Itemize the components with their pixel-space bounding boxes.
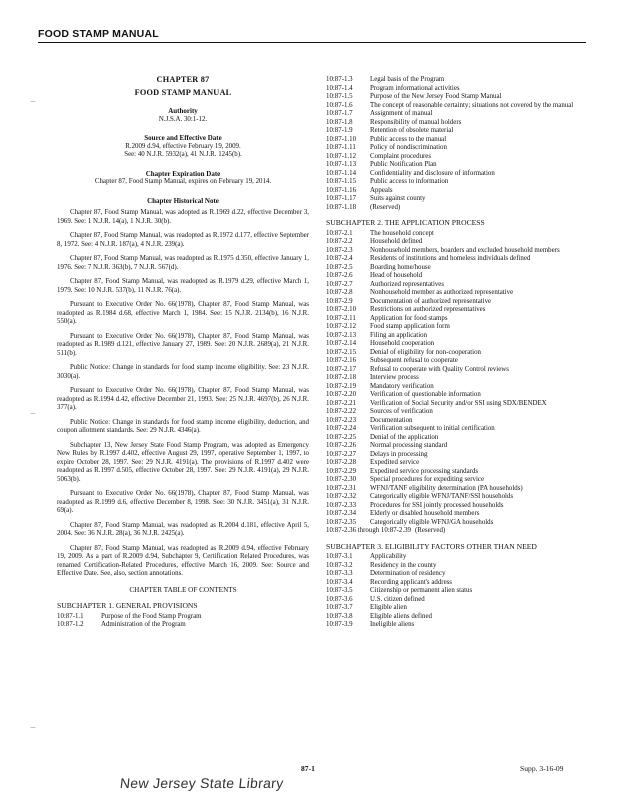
history-heading: Chapter Historical Note	[147, 196, 219, 205]
historical-note: Chapter 87, Food Stamp Manual, was readopted as R.2004 d.181, effective April 5, 2004. See: 36 N.J.R. 28(a), 36 N.J.R. 2425(a).	[57, 521, 309, 537]
toc-entry	[326, 195, 588, 204]
section-title: Eligible alien	[370, 604, 407, 611]
section-number: 10:87-3.4	[326, 578, 353, 586]
section-number: 10:87-1.7	[326, 110, 353, 117]
section-title: Verification of Social Security and/or SSI using SDX/BENDEX	[370, 399, 547, 407]
historical-note: Chapter 87, Food Stamp Manual, was readopted as R.2009 d.94, effective February 19, 2009. As a part of R.2009 d.94, Subchapter 9, Certification Related Procedures, was renamed Certification-Related Procedures, effective March 16, 2009. See: Source and Effective Date. See, also, section annotations.	[57, 544, 309, 577]
right-column	[326, 76, 588, 630]
toc-list	[57, 613, 309, 630]
subchapter-heading: SUBCHAPTER 2. THE APPLICATION PROCESS	[326, 218, 485, 227]
section-number: 10:87-3.1	[326, 553, 353, 560]
section-number: 10:87-1.5	[326, 93, 353, 100]
section-number: 10:87-2.6	[326, 272, 353, 279]
section-number: 10:87-1.16	[326, 186, 357, 194]
section-title: Residency in the county	[370, 561, 437, 569]
section-title: Policy of nondiscrimination	[370, 144, 447, 151]
section-title: Residents of institutions and homeless individuals defined	[370, 255, 531, 262]
toc-entry	[326, 459, 588, 468]
toc-entry	[326, 119, 588, 128]
toc-entry	[326, 562, 588, 571]
section-number: 10:87-2.19	[326, 382, 357, 390]
section-title: The household concept	[370, 229, 434, 237]
section-title: The concept of reasonable certainty; situations not covered by the manual	[370, 101, 574, 109]
section-number: 10:87-2.27	[326, 450, 357, 458]
historical-note: Pursuant to Executive Order No. 66(1978), Chapter 87, Food Stamp Manual, was readopted as R.1989 d.121, effective January 27, 1989. See: 20 N.J.R. 2689(a), 21 N.J.R. 511(b).	[57, 332, 309, 357]
section-title: Household cooperation	[370, 340, 435, 347]
section-number: 10:87-1.8	[326, 118, 353, 126]
section-title: Categorically eligible WFNJ/TANF/SSI households	[370, 493, 514, 500]
toc-entry	[326, 604, 588, 613]
section-title: Public access to the manual	[370, 135, 447, 143]
section-title: Documentation of authorized representative	[370, 297, 492, 305]
section-number: 10:87-3.5	[326, 587, 353, 594]
historical-note: Chapter 87, Food Stamp Manual, was readopted as R.1972 d.177, effective September 8, 1972. See: 4 N.J.R. 187(a), 4 N.J.R. 239(a).	[57, 232, 309, 248]
header-rule	[38, 42, 586, 43]
toc-entry	[326, 366, 588, 375]
section-number: 10:87-1.12	[326, 152, 357, 160]
section-number: 10:87-2.31	[326, 484, 357, 492]
toc-entry	[326, 442, 588, 451]
toc-entry	[326, 579, 588, 588]
section-number: 10:87-2.3	[326, 246, 353, 254]
toc-entry	[326, 332, 588, 341]
toc-entry	[326, 102, 588, 111]
historical-note: Chapter 87, Food Stamp Manual, was readopted as R.1975 d.350, effective January 1, 1976. See: 7 N.J.R. 363(b), 7 N.J.R. 567(d).	[57, 255, 309, 271]
authority-text: N.J.S.A. 30:1-12.	[158, 115, 208, 123]
section-number: 10:87-1.15	[326, 178, 357, 185]
section-number: 10:87-2.23	[326, 416, 357, 424]
section-title: Refusal to cooperate with Quality Control reviews	[370, 365, 509, 373]
supplement-date: Supp. 3-16-09	[520, 764, 564, 773]
section-title: Nonhousehold members, boarders and excluded household members	[370, 246, 560, 254]
toc-entry	[326, 485, 588, 494]
section-number: 10:87-2.34	[326, 510, 357, 517]
section-title: Expedited service processing standards	[370, 467, 479, 475]
section-number: 10:87-1.3	[326, 76, 353, 83]
section-title: Complaint procedures	[370, 152, 432, 160]
toc-entry	[326, 408, 588, 417]
margin-mark: ⌣	[30, 96, 36, 106]
source-line: See: 40 N.J.R. 5932(a), 41 N.J.R. 1245(b).	[124, 151, 242, 158]
section-title: Subsequent refusal to cooperate	[370, 357, 458, 364]
toc-entry	[326, 502, 588, 511]
toc-entry	[326, 238, 588, 247]
section-title: Expedited service	[370, 459, 420, 466]
section-number: 10:87-2.14	[326, 340, 357, 347]
margin-mark: ⌣	[30, 408, 36, 418]
toc-entry	[326, 596, 588, 605]
toc-entry	[326, 315, 588, 324]
toc-entry	[326, 144, 588, 153]
section-title: Suits against county	[370, 195, 426, 202]
section-number: 10:87-2.30	[326, 476, 357, 483]
toc-entry	[326, 493, 588, 502]
historical-note: Pursuant to Executive Order No. 66(1978), Chapter 87, Food Stamp Manual, was readopted as R.1999 d.6, effective December 8, 1998. See: 30 N.J.R. 3451(a), 31 N.J.R. 69(a).	[57, 490, 309, 514]
toc-entry	[326, 93, 588, 102]
section-title: Procedures for SSI jointly processed households	[370, 501, 504, 509]
section-number: 10:87-1.11	[326, 144, 356, 151]
source-heading: Source and Effective Date	[144, 134, 222, 142]
section-title: Applicability	[370, 553, 407, 560]
toc-entry	[326, 425, 588, 434]
toc-entry	[326, 247, 588, 256]
toc-entry	[326, 587, 588, 596]
section-number: 10:87-2.7	[326, 280, 353, 288]
section-number: 10:87-1.1	[57, 612, 84, 620]
toc-list	[326, 553, 588, 630]
running-header: FOOD STAMP MANUAL	[38, 28, 159, 40]
section-number: 10:87-2.9	[326, 297, 353, 305]
section-number: 10:87-2.20	[326, 391, 357, 398]
historical-note: Public Notice: Change in standards for food stamp income eligibility, deduction, and coupon allotment standards. See: 29 N.J.R. 4346(a).	[57, 418, 309, 434]
toc-entry	[326, 621, 588, 630]
expiration-heading: Chapter Expiration Date	[145, 169, 221, 178]
toc-entry	[326, 323, 588, 332]
authority-heading: Authority	[168, 107, 198, 115]
chapter-title: FOOD STAMP MANUAL	[134, 87, 232, 97]
toc-entry	[326, 178, 588, 187]
toc-entry	[326, 357, 588, 366]
toc-entry	[326, 527, 588, 536]
section-number: 10:87-2.36 through 10:87-2.39	[326, 527, 411, 534]
section-number: 10:87-3.7	[326, 604, 353, 611]
section-number: 10:87-3.9	[326, 621, 353, 628]
section-title: Determination of residency	[370, 570, 446, 577]
section-title: Program informational activities	[370, 84, 460, 92]
section-number: 10:87-2.11	[326, 314, 356, 322]
section-title: Verification of questionable information	[370, 391, 481, 398]
section-title: Legal basis of the Program	[370, 76, 445, 83]
section-title: Head of household	[370, 272, 423, 279]
toc-entry	[326, 281, 588, 290]
section-title: Confidentiality and disclosure of information	[370, 169, 495, 177]
section-number: 10:87-1.10	[326, 135, 357, 143]
section-title: Public access to information	[370, 178, 449, 185]
section-number: 10:87-2.4	[326, 255, 353, 262]
section-title: Interview process	[370, 374, 419, 381]
section-title: Purpose of the Food Stamp Program	[101, 612, 202, 620]
section-title: Mandatory verification	[370, 382, 434, 390]
section-number: 10:87-2.21	[326, 399, 357, 407]
section-title: Assignment of manual	[370, 110, 433, 117]
section-number: 10:87-2.12	[326, 323, 357, 330]
section-title: Public Notification Plan	[370, 161, 437, 168]
toc-entry	[326, 340, 588, 349]
toc-entry	[326, 349, 588, 358]
section-title: Nonhousehold member as authorized representative	[370, 289, 514, 296]
toc-entry	[326, 187, 588, 196]
section-title: Documentation	[370, 416, 413, 424]
section-number: 10:87-2.5	[326, 263, 353, 271]
toc-list	[326, 230, 588, 536]
toc-entry	[326, 85, 588, 94]
section-number: 10:87-2.33	[326, 501, 357, 509]
historical-note: Pursuant to Executive Order No. 66(1978), Chapter 87, Food Stamp Manual, was readopted as R.1994 d.42, effective December 21, 1993. See: 25 N.J.R. 4697(b), 26 N.J.R. 377(a).	[57, 387, 309, 411]
historical-note: Public Notice: Change in standards for food stamp income eligibility. See: 23 N.J.R. 3030(a).	[57, 364, 309, 380]
section-title: Application for food stamps	[370, 314, 448, 322]
margin-mark: ⌣	[30, 722, 36, 732]
section-number: 10:87-1.17	[326, 195, 357, 202]
section-title: WFNJ/TANF eligibility determination (PA households)	[370, 484, 523, 492]
section-number: 10:87-1.14	[326, 169, 357, 177]
source-line: R.2009 d.94, effective February 19, 2009.	[125, 142, 241, 150]
section-number: 10:87-2.15	[326, 348, 357, 356]
toc-entry	[326, 127, 588, 136]
section-number: 10:87-2.18	[326, 374, 357, 381]
section-title: Sources of verification	[370, 408, 433, 415]
toc-entry	[326, 417, 588, 426]
section-number: 10:87-3.8	[326, 612, 353, 620]
section-title: Administration of the Program	[101, 621, 186, 628]
toc-entry	[326, 264, 588, 273]
section-number: 10:87-2.1	[326, 229, 353, 237]
toc-entry	[326, 272, 588, 281]
section-title: Ineligible aliens	[370, 621, 415, 628]
section-number: 10:87-1.18	[326, 203, 357, 211]
section-title: Purpose of the New Jersey Food Stamp Manual	[370, 93, 502, 100]
section-number: 10:87-3.6	[326, 595, 353, 603]
section-number: 10:87-2.32	[326, 493, 357, 500]
historical-note: Chapter 87, Food Stamp Manual, was readopted as R.1979 d.29, effective March 1, 1979. See: 10 N.J.R. 537(b), 11 N.J.R. 76(a).	[57, 278, 309, 294]
toc-entry	[326, 400, 588, 409]
expiration-text: Chapter 87, Food Stamp Manual, expires on February 19, 2014.	[94, 178, 272, 185]
section-title: (Reserved)	[370, 203, 401, 211]
left-column	[57, 76, 309, 630]
section-title: Authorized representatives	[370, 280, 445, 288]
section-title: Appeals	[370, 186, 393, 194]
section-number: 10:87-2.25	[326, 433, 357, 441]
toc-entry	[326, 136, 588, 145]
toc-entry	[326, 383, 588, 392]
toc-entry	[326, 289, 588, 298]
toc-entry	[326, 76, 588, 85]
section-title: Delays in processing	[370, 450, 428, 458]
section-title: Normal processing standard	[370, 442, 448, 449]
toc-entry	[326, 476, 588, 485]
toc-entry	[326, 510, 588, 519]
section-title: Categorically eligible WFNJ/GA households	[370, 518, 494, 526]
section-number: 10:87-2.17	[326, 365, 357, 373]
toc-entry	[326, 255, 588, 264]
section-number: 10:87-1.9	[326, 127, 353, 134]
toc-entry	[326, 468, 588, 477]
section-number: 10:87-3.3	[326, 570, 353, 577]
section-number: 10:87-2.28	[326, 459, 357, 466]
toc-entry	[326, 451, 588, 460]
toc-entry	[326, 161, 588, 170]
section-title: Special procedures for expediting service	[370, 476, 485, 483]
section-title: Denial of eligibility for non-cooperation	[370, 348, 481, 356]
section-number: 10:87-2.10	[326, 306, 357, 313]
section-title: Citizenship or permanent alien status	[370, 587, 473, 594]
toc-entry	[57, 621, 309, 630]
subchapter-heading: SUBCHAPTER 1. GENERAL PROVISIONS	[57, 601, 198, 610]
toc-list	[326, 76, 588, 212]
section-number: 10:87-3.2	[326, 561, 353, 569]
section-number: 10:87-2.22	[326, 408, 357, 415]
toc-heading: CHAPTER TABLE OF CONTENTS	[129, 585, 237, 594]
toc-entry	[326, 306, 588, 315]
section-number: 10:87-2.35	[326, 518, 357, 526]
section-title: Recording applicant's address	[370, 578, 452, 586]
section-title: Household defined	[370, 238, 423, 245]
section-number: 10:87-1.13	[326, 161, 357, 168]
toc-entry	[326, 110, 588, 119]
section-title: (Reserved)	[414, 527, 446, 534]
toc-entry	[326, 391, 588, 400]
toc-entry	[326, 230, 588, 239]
section-number: 10:87-2.2	[326, 238, 353, 245]
historical-note: Subchapter 13, New Jersey State Food Stamp Program, was adopted as Emergency New Rules by R.1997 d.402, effective August 29, 1997, operative September 1, 1997, to expire October 28, 1997. See: 29 N.J.R. 4191(a). The provisions of R.1997 d.402 were readopted as R.1997 d.505, effective October 28, 1997. See: 29 N.J.R. 4191(a), 29 N.J.R. 5063(b).	[57, 441, 309, 483]
toc-entry	[57, 613, 309, 622]
library-stamp: New Jersey State Library	[119, 775, 285, 791]
section-number: 10:87-2.26	[326, 442, 357, 449]
section-number: 10:87-2.16	[326, 357, 357, 364]
subchapter-heading: SUBCHAPTER 3. ELIGIBILITY FACTORS OTHER THAN NEED	[326, 541, 537, 551]
toc-entry	[326, 553, 588, 562]
section-number: 10:87-2.29	[326, 467, 357, 475]
section-title: Eligible aliens defined	[370, 612, 432, 620]
chapter-number: CHAPTER 87	[156, 75, 210, 84]
section-number: 10:87-2.13	[326, 331, 357, 339]
toc-entry	[326, 204, 588, 213]
section-title: U.S. citizen defined	[370, 595, 425, 603]
section-title: Restrictions on authorized representatives	[370, 306, 486, 313]
toc-entry	[326, 153, 588, 162]
section-number: 10:87-2.8	[326, 289, 353, 296]
section-number: 10:87-1.2	[57, 621, 84, 628]
toc-entry	[326, 170, 588, 179]
section-number: 10:87-1.4	[326, 84, 353, 92]
section-title: Filing an application	[370, 331, 428, 339]
section-title: Denial of the application	[370, 433, 439, 441]
section-number: 10:87-2.24	[326, 425, 357, 432]
section-title: Retention of obsolete material	[370, 127, 454, 134]
section-number: 10:87-1.6	[326, 101, 353, 109]
historical-note: Chapter 87, Food Stamp Manual, was adopted as R.1969 d.22, effective December 3, 1969. See: 1 N.J.R. 14(a), 1 N.J.R. 30(b).	[57, 209, 309, 225]
section-title: Verification subsequent to initial certification	[370, 425, 495, 432]
section-title: Elderly or disabled household members	[370, 510, 480, 517]
toc-entry	[326, 613, 588, 622]
toc-entry	[326, 519, 588, 528]
toc-entry	[326, 374, 588, 383]
toc-entry	[326, 570, 588, 579]
section-title: Food stamp application form	[370, 323, 450, 330]
section-title: Responsibility of manual holders	[370, 118, 462, 126]
page-number: 87-1	[301, 764, 315, 773]
section-title: Boarding home/house	[370, 263, 431, 271]
historical-note: Pursuant to Executive Order No. 66(1978), Chapter 87, Food Stamp Manual, was readopted as R.1984 d.68, effective March 1, 1984. See: 15 N.J.R. 2134(b), 16 N.J.R. 550(a).	[57, 301, 309, 325]
toc-entry	[326, 434, 588, 443]
toc-entry	[326, 298, 588, 307]
